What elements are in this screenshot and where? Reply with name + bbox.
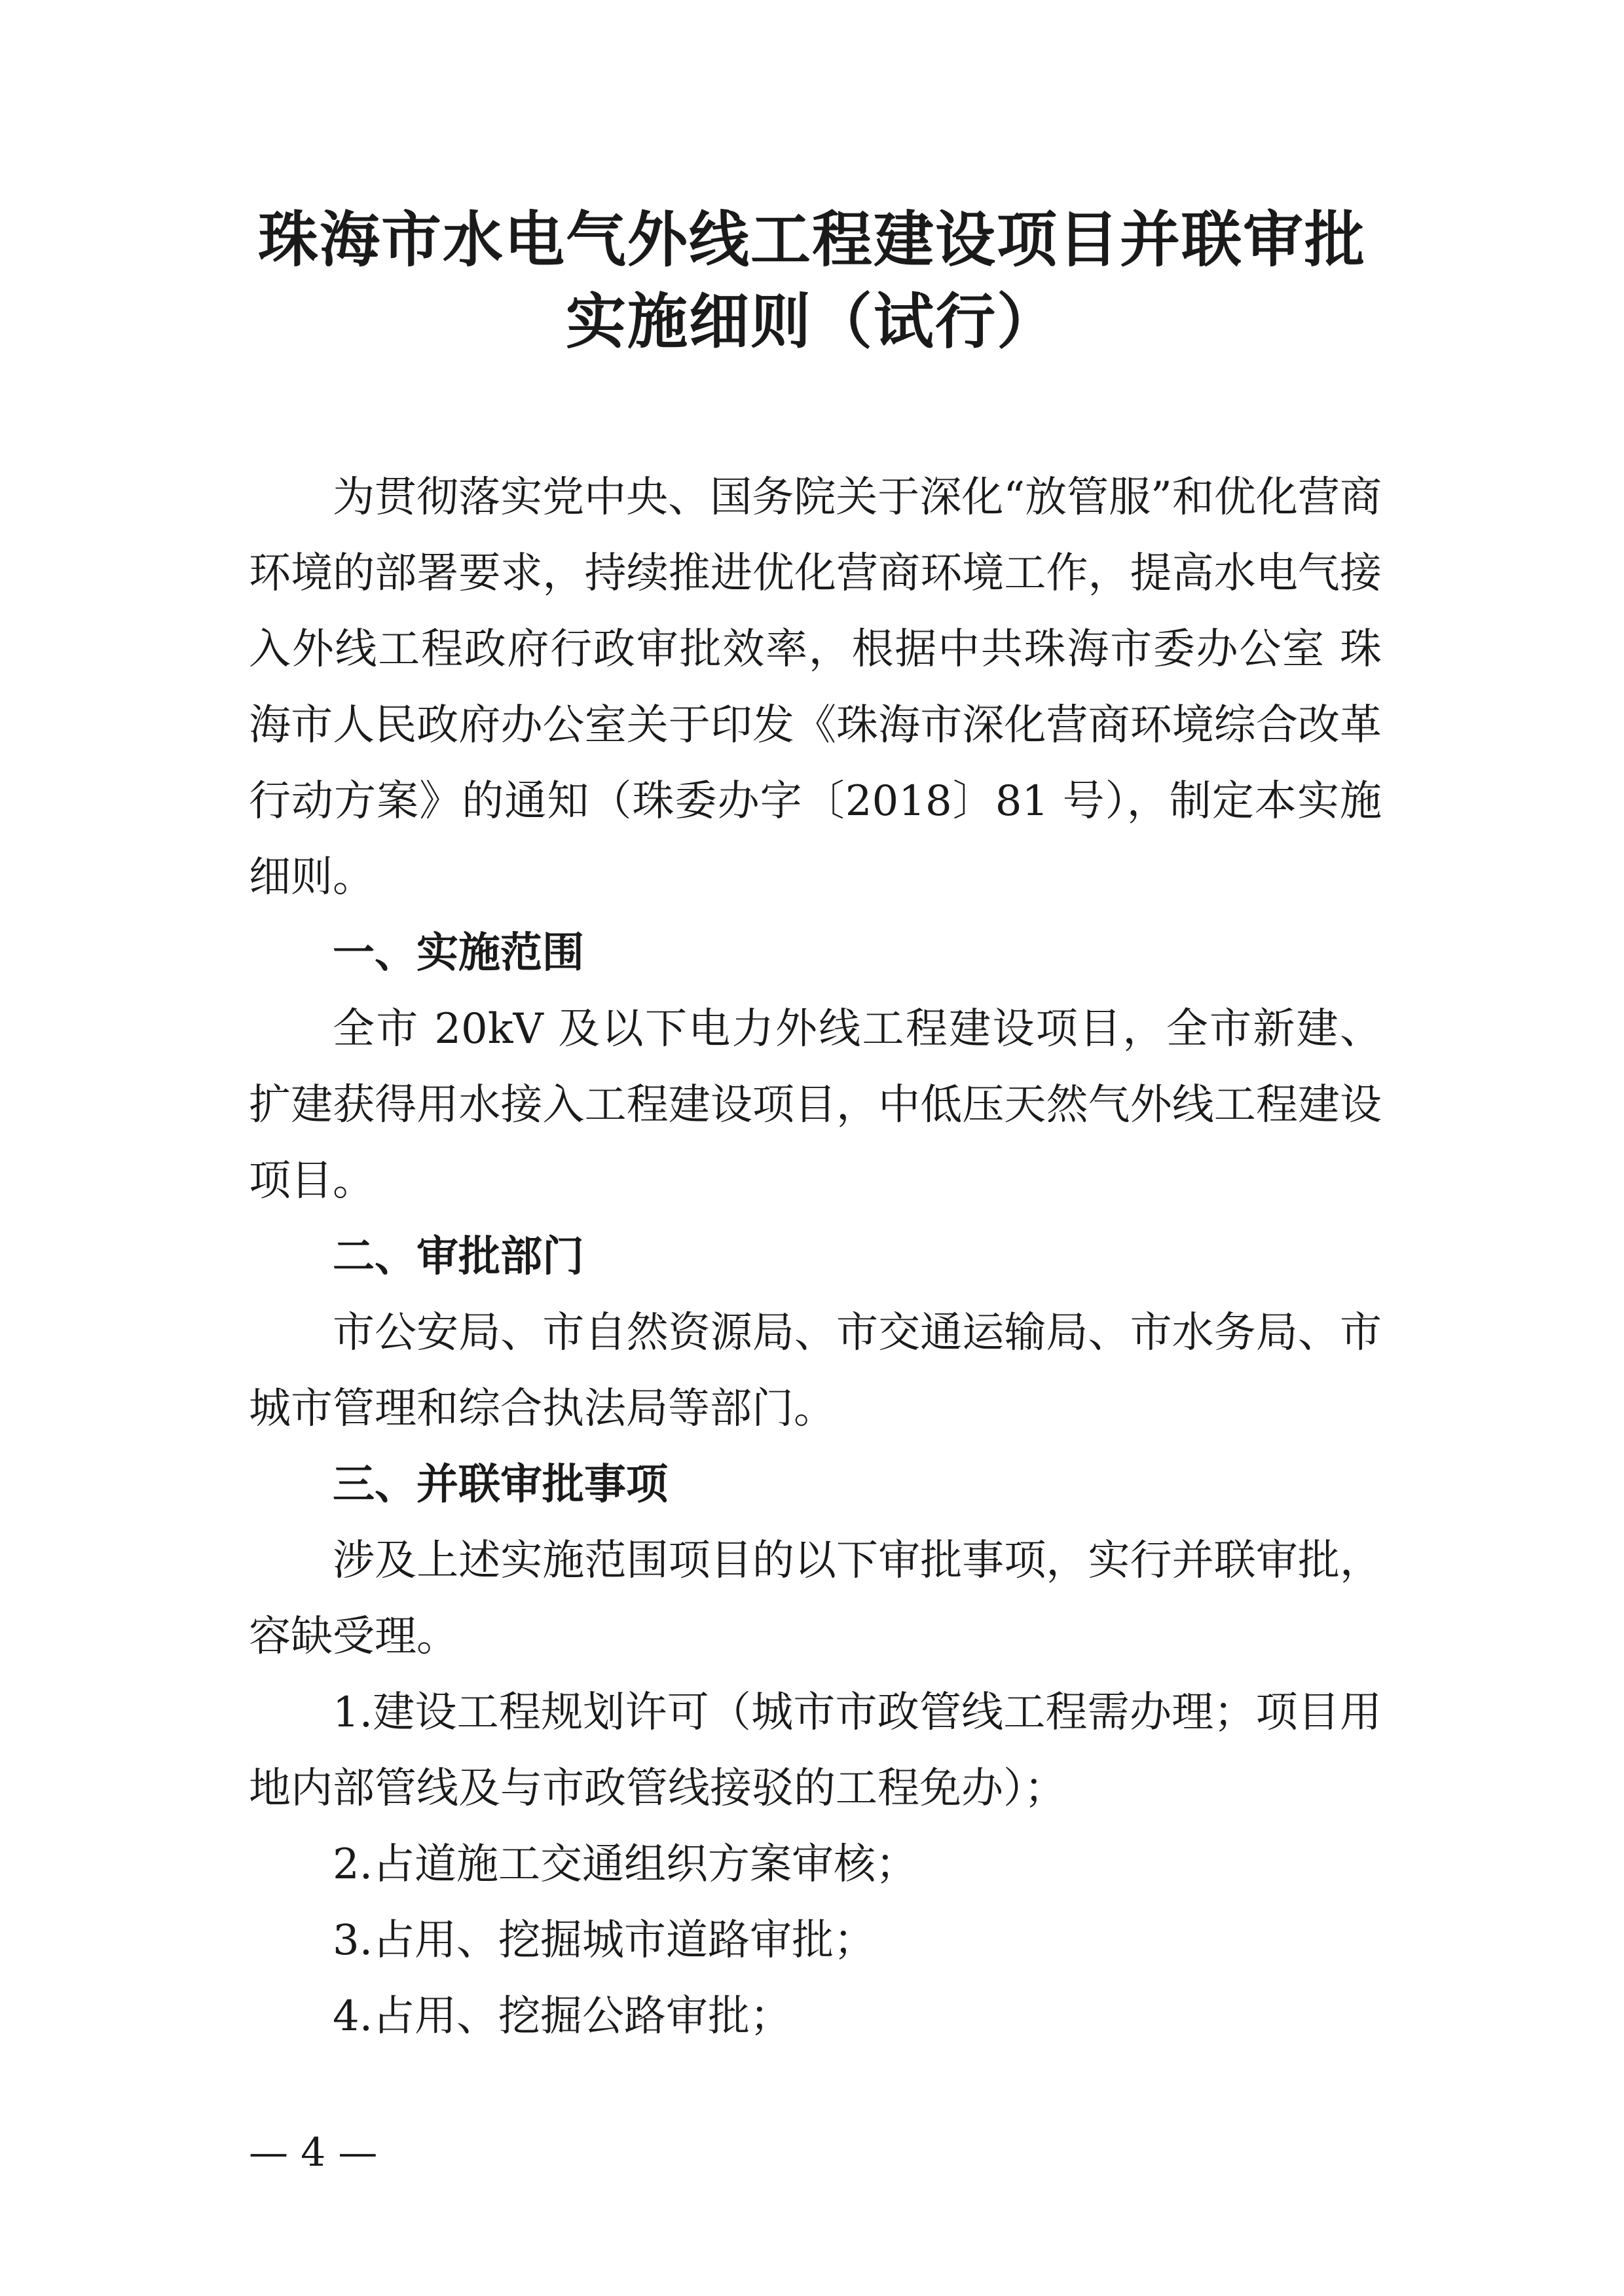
intro-paragraph: 为贯彻落实党中央、国务院关于深化“放管服”和优化营商环境的部署要求，持续推进优化营商环境工作，提高水电气接入外线工程政府行政审批效率，根据中共珠海市委办公室 珠海市人民政府办公室关于印发《珠海市深化营商环境综合改革行动方案》的通知（珠委办字〔2018〕81 号），制定本实施细则。 — [249, 473, 1382, 902]
approval-item-3: 3.占用、挖掘城市道路审批； — [333, 1916, 876, 1965]
approval-item-1: 1.建设工程规划许可（城市市政管线工程需办理；项目用地内部管线及与市政管线接驳的工程免办）； — [249, 1688, 1382, 1813]
approval-item-4: 4.占用、挖掘公路审批； — [333, 1992, 792, 2041]
page-number: — 4 — — [249, 2130, 378, 2176]
section-heading-approval-items: 三、并联审批事项 — [333, 1461, 668, 1509]
document-title-line-2: 实施细则（试行） — [565, 287, 1058, 357]
approval-item-2: 2.占道施工交通组织方案审核； — [333, 1840, 918, 1889]
scope-paragraph: 全市 20kV 及以下电力外线工程建设项目，全市新建、扩建获得用水接入工程建设项目，中低压天然气外线工程建设项目。 — [249, 1005, 1382, 1205]
document-body — [249, 460, 1382, 2054]
section-heading-departments: 二、审批部门 — [333, 1233, 584, 1281]
section-heading-scope: 一、实施范围 — [333, 929, 584, 977]
document-title-line-1: 珠海市水电气外线工程建设项目并联审批 — [257, 205, 1366, 275]
departments-paragraph: 市公安局、市自然资源局、市交通运输局、市水务局、市城市管理和综合执法局等部门。 — [249, 1309, 1382, 1433]
approval-items-intro: 涉及上述实施范围项目的以下审批事项，实行并联审批，容缺受理。 — [249, 1537, 1382, 1661]
